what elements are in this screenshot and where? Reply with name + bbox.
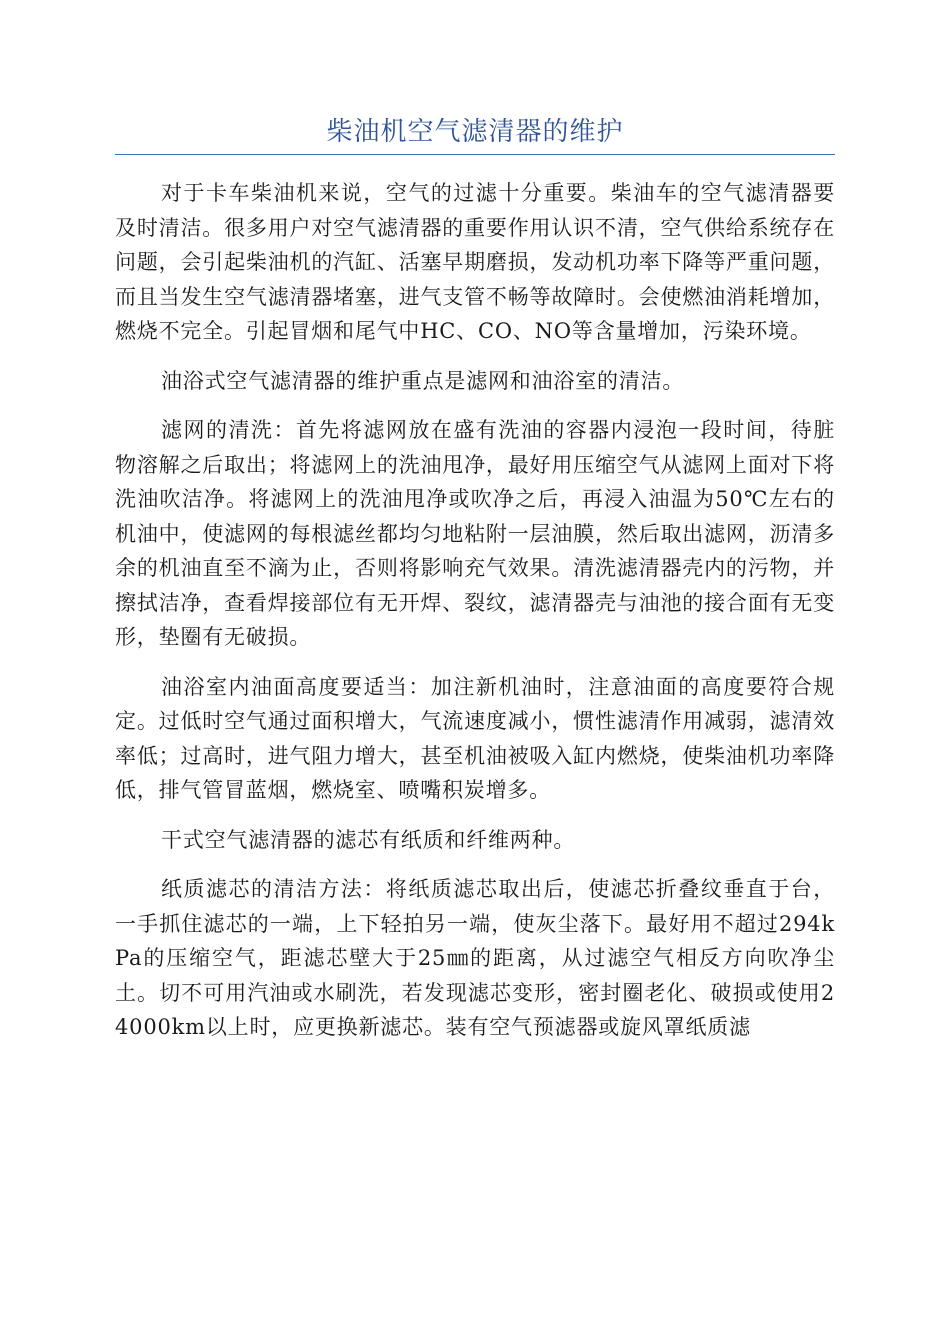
document-body bbox=[115, 176, 835, 1060]
paragraph-oil-level: 油浴室内油面高度要适当：加注新机油时，注意油面的高度要符合规定。过低时空气通过面积增大，气流速度减小，惯性滤清作用减弱，滤清效率低；过高时，进气阻力增大，甚至机油被吸入缸内燃烧，使柴油机功率降低，排气管冒蓝烟，燃烧室、喷嘴积炭增多。 bbox=[115, 674, 835, 802]
paragraph-dry-filter-types: 干式空气滤清器的滤芯有纸质和纤维两种。 bbox=[161, 827, 576, 852]
paragraph-filter-screen-cleaning: 滤网的清洗：首先将滤网放在盛有洗油的容器内浸泡一段时间，待脏物溶解之后取出；将滤网上的洗油甩净，最好用压缩空气从滤网上面对下将洗油吹洁净。将滤网上的洗油甩净或吹净之后，再浸入油温为50℃左右的机油中，使滤网的每根滤丝都均匀地粘附一层油膜，然后取出滤网，沥清多余的机油直至不滴为止，否则将影响充气效果。清洗滤清器壳内的污物，并擦拭洁净，查看焊接部位有无开焊、裂纹，滤清器壳与油池的接合面有无变形，垫圈有无破损。 bbox=[115, 418, 835, 649]
page-title: 柴油机空气滤清器的维护 bbox=[326, 117, 624, 147]
title-underline bbox=[115, 154, 835, 155]
paragraph-paper-element-cleaning: 纸质滤芯的清洁方法：将纸质滤芯取出后，使滤芯折叠纹垂直于台，一手抓住滤芯的一端，上下轻拍另一端，使灰尘落下。最好用不超过294kPa的压缩空气，距滤芯壁大于25㎜的距离，从过滤空气相反方向吹净尘土。切不可用汽油或水刷洗，若发现滤芯变形，密封圈老化、破损或使用24000km以上时，应更换新滤芯。装有空气预滤器或旋风罩纸质滤 bbox=[115, 877, 835, 1039]
paragraph-intro: 对于卡车柴油机来说，空气的过滤十分重要。柴油车的空气滤清器要及时清洁。很多用户对空气滤清器的重要作用认识不清，空气供给系统存在问题，会引起柴油机的汽缸、活塞早期磨损，发动机功率下降等严重问题，而且当发生空气滤清器堵塞，进气支管不畅等故障时。会使燃油消耗增加，燃烧不完全。引起冒烟和尾气中HC、CO、NO等含量增加，污染环境。 bbox=[115, 181, 835, 343]
paragraph-oil-bath-overview: 油浴式空气滤清器的维护重点是滤网和油浴室的清洁。 bbox=[161, 368, 685, 393]
